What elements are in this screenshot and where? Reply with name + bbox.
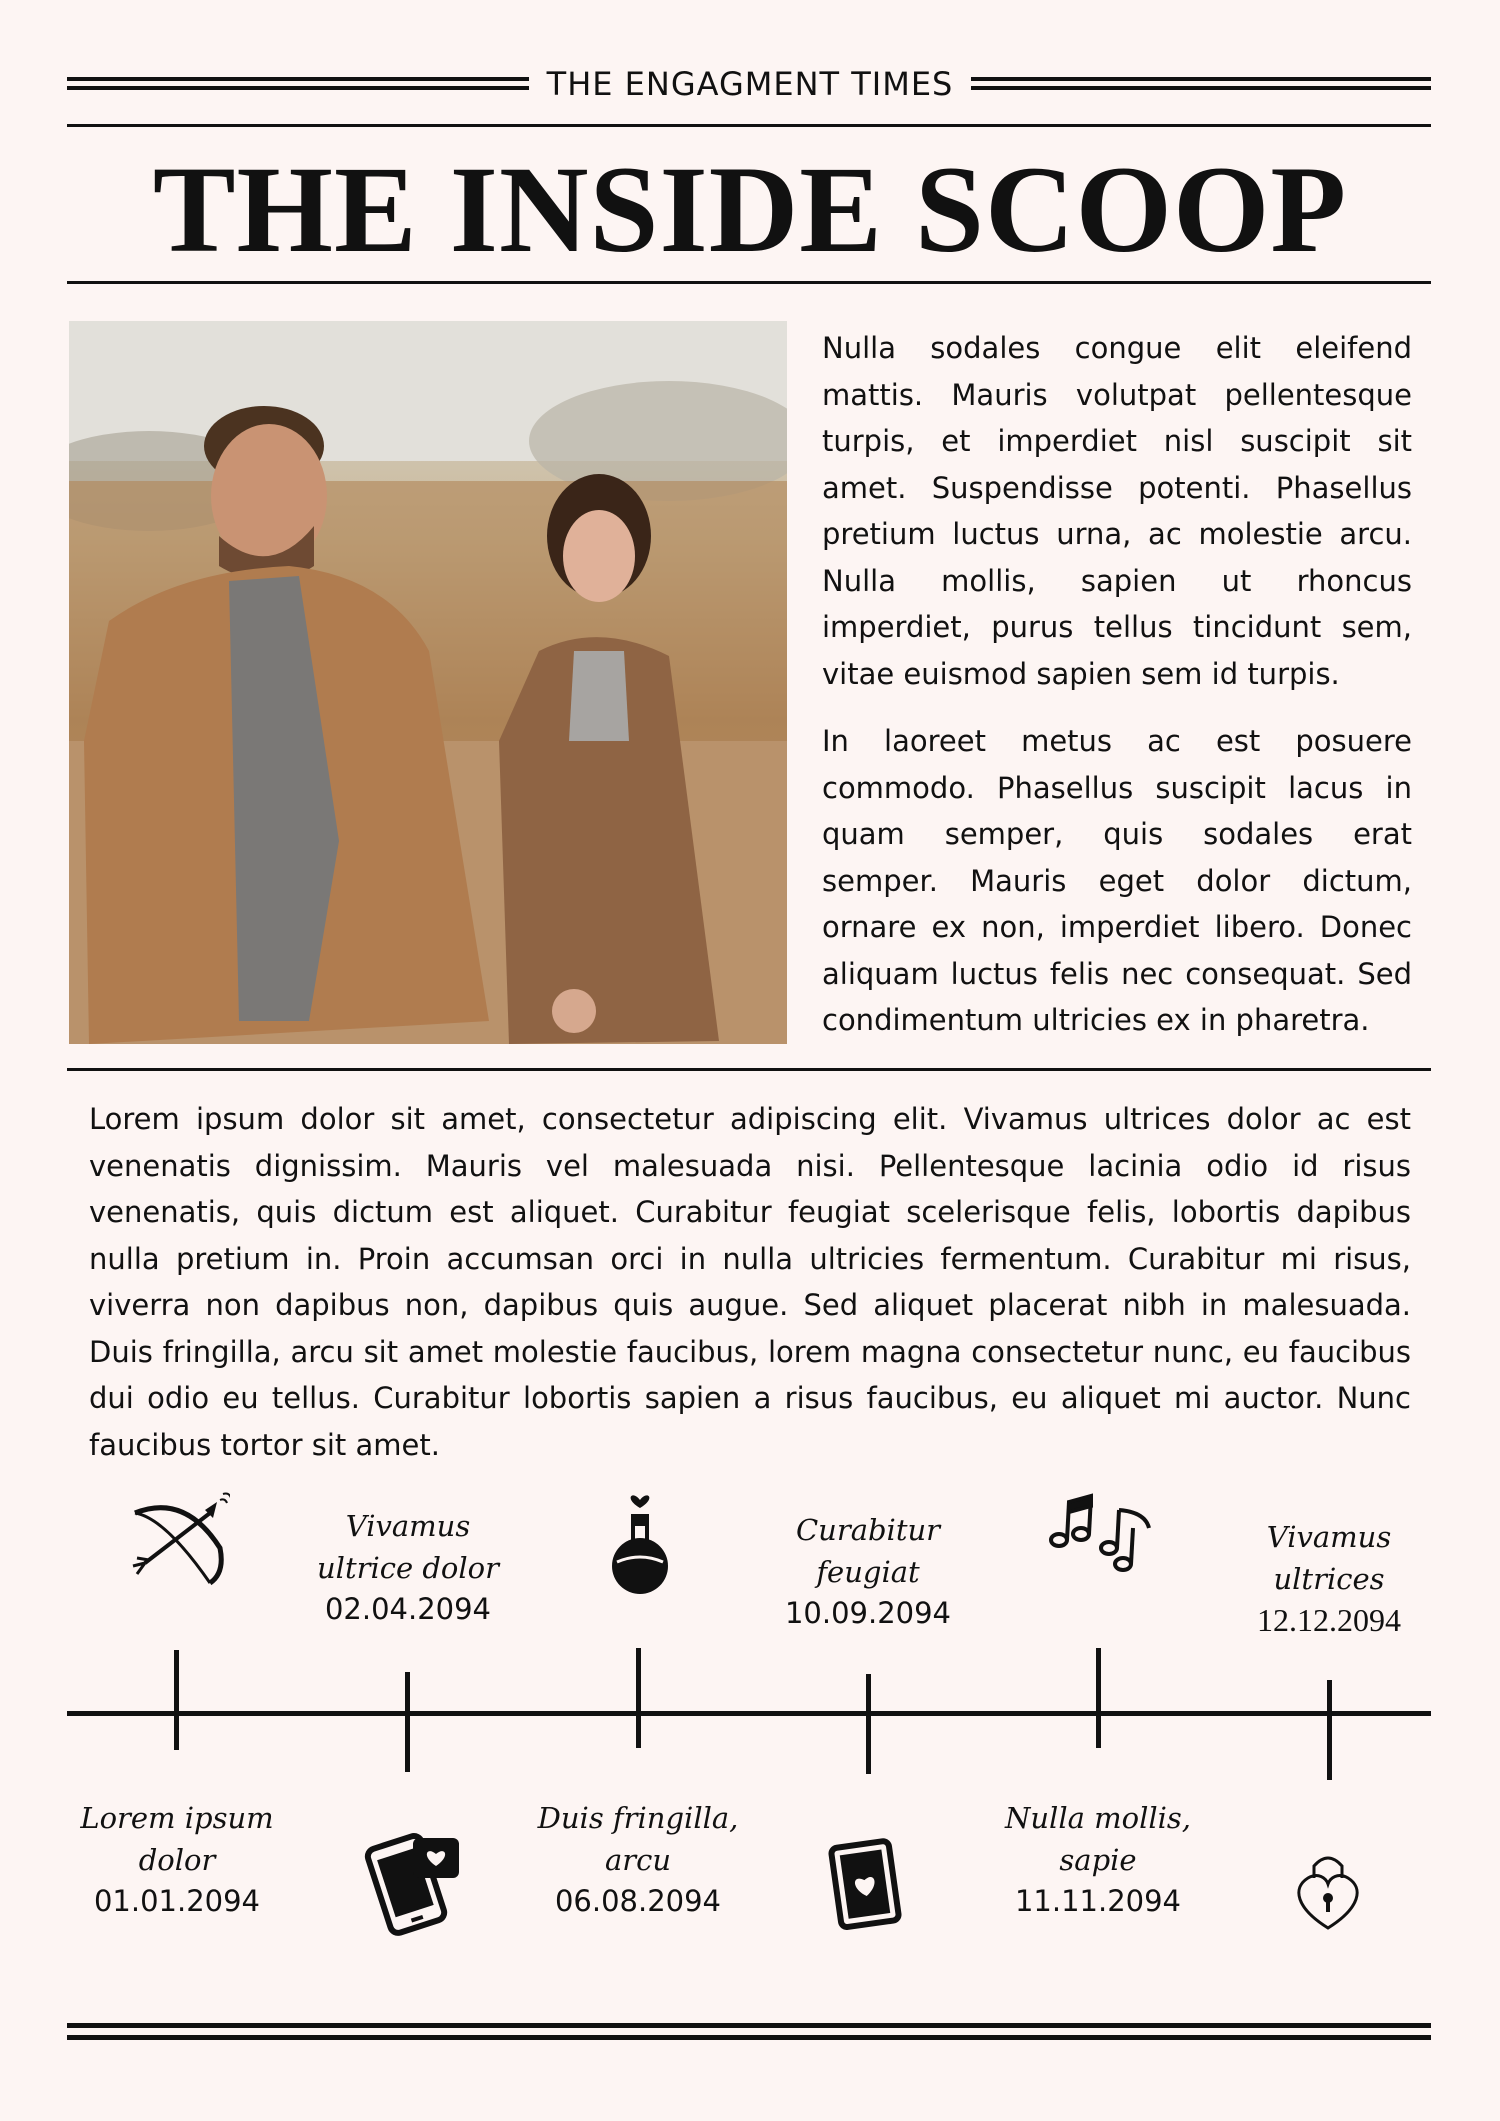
timeline-label xyxy=(1209,1516,1449,1600)
footer-rule-bottom xyxy=(67,2035,1431,2040)
timeline-tick xyxy=(1096,1648,1101,1748)
phone-heart-icon xyxy=(357,1826,462,1936)
timeline-date: 06.08.2094 xyxy=(554,1884,722,1918)
timeline-label-line: Duis fringilla, xyxy=(537,1801,739,1835)
column-paragraph-2: In laoreet metus ac est posuere commodo. Phasellus suscipit lacus in quam semper, quis sodales erat semper. Mauris eget dolor dictum, ornare ex non, imperdiet libero. Donec aliquam luctus felis nec consequat. Sed condimentum ultricies ex in pharetra. xyxy=(822,724,1412,1037)
timeline-label-line: dolor xyxy=(138,1843,216,1877)
timeline-date: 10.09.2094 xyxy=(784,1596,952,1630)
timeline-tick xyxy=(1327,1680,1332,1780)
timeline-label xyxy=(518,1797,758,1881)
timeline-label xyxy=(57,1797,297,1881)
timeline-date: 02.04.2094 xyxy=(324,1592,492,1626)
timeline-date: 12.12.2094 xyxy=(1257,1602,1401,1638)
timeline-label xyxy=(288,1505,528,1589)
timeline-date: 01.01.2094 xyxy=(93,1884,261,1918)
love-card-icon xyxy=(826,1838,906,1930)
timeline-tick xyxy=(174,1650,179,1750)
column-paragraph-1: Nulla sodales congue elit eleifend mattis. Mauris volutpat pellentesque turpis, et imperdiet nisl suscipit sit amet. Suspendisse potenti. Phasellus pretium luctus urna, ac molestie arcu. Nulla mollis, sapien ut rhoncus imperdiet, purus tellus tincidunt sem, vitae euismod sapien sem id turpis. xyxy=(822,331,1412,691)
timeline-label-line: feugiat xyxy=(816,1555,920,1589)
masthead xyxy=(0,62,1500,106)
timeline-line xyxy=(67,1711,1431,1716)
timeline-tick xyxy=(636,1648,641,1748)
timeline-label-line: Vivamus xyxy=(345,1509,471,1543)
headline-rule-bottom xyxy=(67,281,1431,284)
timeline-label xyxy=(978,1797,1218,1881)
timeline-label-line: ultrices xyxy=(1273,1562,1385,1596)
body-text: Lorem ipsum dolor sit amet, consectetur adipiscing elit. Vivamus ultrices dolor ac est venenatis dignissim. Mauris vel malesuada nisi. Pellentesque lacinia odio id risus venenatis, quis dictum est aliquet. Curabitur feugiat scelerisque felis, lobortis dapibus nulla pretium in. Proin accumsan orci in nulla ultricies fermentum. Curabitur mi risus, viverra non dapibus non, dapibus quis augue. Sed aliquet placerat nibh in malesuada. Duis fringilla, arcu sit amet molestie faucibus, lorem magna consectetur nunc, eu faucibus dui odio eu tellus. Curabitur lobortis sapien a risus faucibus, eu aliquet mi auctor. Nunc faucibus tortor sit amet. xyxy=(89,1102,1411,1462)
timeline-label xyxy=(748,1509,988,1593)
timeline-tick xyxy=(405,1672,410,1772)
timeline-label-line: ultrice dolor xyxy=(317,1551,499,1585)
music-notes-icon xyxy=(1045,1488,1155,1573)
timeline-tick xyxy=(866,1674,871,1774)
timeline-label-line: Curabitur xyxy=(795,1513,941,1547)
timeline-label-line: Lorem ipsum xyxy=(80,1801,274,1835)
timeline-label-line: Nulla mollis, xyxy=(1005,1801,1191,1835)
timeline-label-line: arcu xyxy=(604,1843,672,1877)
headline-rule-top xyxy=(67,124,1431,127)
timeline-date: 11.11.2094 xyxy=(1014,1884,1182,1918)
timeline-label-line: Vivamus xyxy=(1266,1520,1392,1554)
footer-rule-top xyxy=(67,2023,1431,2028)
love-potion-icon xyxy=(603,1486,678,1596)
cupid-bow-icon xyxy=(125,1488,230,1593)
page-title: THE INSIDE SCOOP xyxy=(152,141,1348,278)
timeline-label-line: sapie xyxy=(1059,1843,1137,1877)
heart-lock-icon xyxy=(1288,1848,1368,1932)
couple-photo xyxy=(69,321,787,1044)
section-divider xyxy=(67,1068,1431,1071)
masthead-text: THE ENGAGMENT TIMES xyxy=(529,65,972,103)
